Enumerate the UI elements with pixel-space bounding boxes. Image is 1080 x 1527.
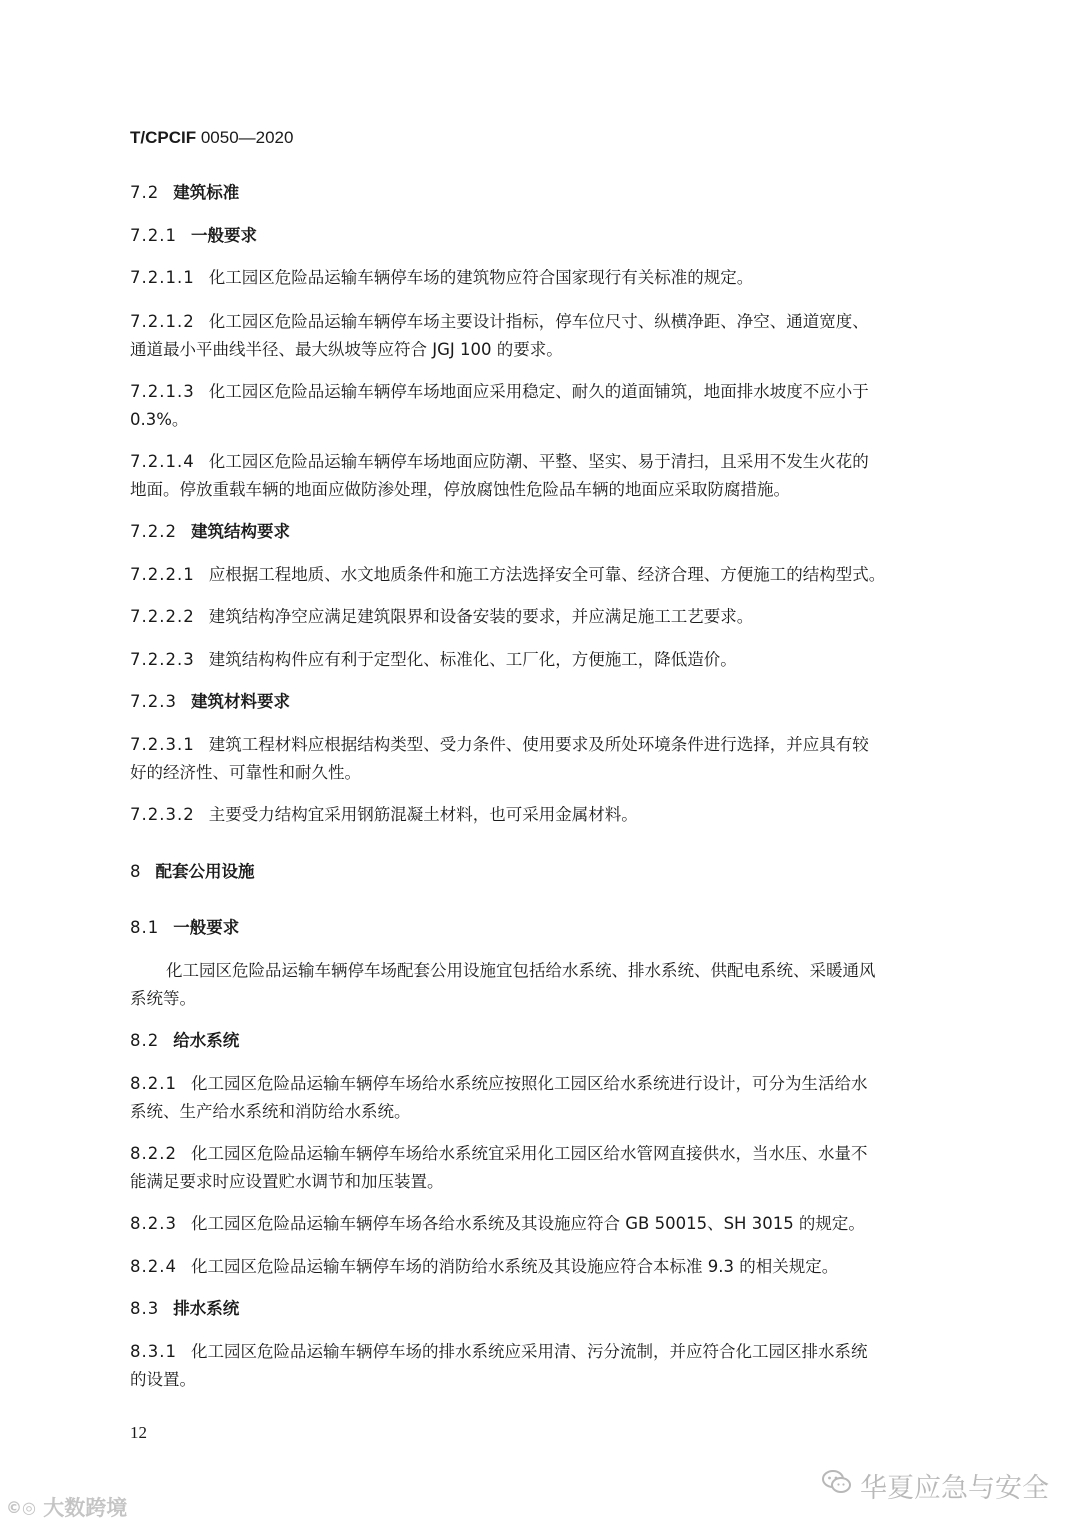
- subsection-heading: 7.2.1 一般要求: [130, 226, 257, 245]
- clause: 7.2.3.1 建筑工程材料应根据结构类型、受力条件、使用要求及所处环境条件进行选择，并应具有较: [130, 735, 869, 754]
- section-heading: 8.2 给水系统: [130, 1031, 240, 1050]
- watermark-right: [822, 1466, 1049, 1505]
- clause-continuation: 通道最小平曲线半径、最大纵坡等应符合 JGJ 100 的要求。: [130, 340, 563, 359]
- clause-continuation: 系统、生产给水系统和消防给水系统。: [130, 1102, 411, 1121]
- page-number: 12: [130, 1423, 147, 1442]
- section-heading: 8.1 一般要求: [130, 918, 240, 937]
- clause: 8.2.1 化工园区危险品运输车辆停车场给水系统应按照化工园区给水系统进行设计，可分为生活给水: [130, 1074, 868, 1093]
- clause: 7.2.1.4 化工园区危险品运输车辆停车场地面应防潮、平整、坚实、易于清扫，且采用不发生火花的: [130, 452, 869, 471]
- chapter-heading: 8 配套公用设施: [130, 862, 255, 881]
- clause: 7.2.1.3 化工园区危险品运输车辆停车场地面应采用稳定、耐久的道面铺筑，地面排水坡度不应小于: [130, 382, 869, 401]
- clause-continuation: 地面。停放重载车辆的地面应做防渗处理，停放腐蚀性危险品车辆的地面应采取防腐措施。: [130, 480, 790, 499]
- standard-code: [130, 128, 293, 148]
- wechat-icon: [822, 1469, 852, 1502]
- clause: 7.2.1.1 化工园区危险品运输车辆停车场的建筑物应符合国家现行有关标准的规定。: [130, 268, 754, 287]
- clause-continuation: 能满足要求时应设置贮水调节和加压装置。: [130, 1172, 444, 1191]
- standard-code-prefix: T/CPCIF: [130, 128, 197, 147]
- standard-code-number: 0050—2020: [196, 128, 294, 147]
- section-heading: 8.3 排水系统: [130, 1299, 240, 1318]
- paragraph: 化工园区危险品运输车辆停车场配套公用设施宜包括给水系统、排水系统、供配电系统、采暖通风: [166, 961, 876, 980]
- paragraph-continuation: 系统等。: [130, 989, 196, 1008]
- watermark-right-text: 华夏应急与安全: [860, 1473, 1049, 1504]
- subsection-heading: 7.2.2 建筑结构要求: [130, 522, 290, 541]
- clause: 7.2.2.3 建筑结构构件应有利于定型化、标准化、工厂化，方便施工，降低造价。: [130, 650, 737, 669]
- subsection-heading: 7.2.3 建筑材料要求: [130, 692, 290, 711]
- clause: 7.2.2.1 应根据工程地质、水文地质条件和施工方法选择安全可靠、经济合理、方便施工的结构型式。: [130, 565, 886, 584]
- clause: 8.2.3 化工园区危险品运输车辆停车场各给水系统及其设施应符合 GB 50015、SH 3015 的规定。: [130, 1214, 865, 1233]
- clause: 7.2.1.2 化工园区危险品运输车辆停车场主要设计指标，停车位尺寸、纵横净距、净空、通道宽度、: [130, 312, 869, 331]
- clause-continuation: 好的经济性、可靠性和耐久性。: [130, 763, 361, 782]
- clause-continuation: 0.3%。: [130, 410, 189, 429]
- clause: 8.2.2 化工园区危险品运输车辆停车场给水系统宜采用化工园区给水管网直接供水，当水压、水量不: [130, 1144, 868, 1163]
- clause: 7.2.2.2 建筑结构净空应满足建筑限界和设备安装的要求，并应满足施工工艺要求。: [130, 607, 754, 626]
- section-heading: 7.2 建筑标准: [130, 183, 240, 202]
- watermark-left-text: 大数跨境: [43, 1496, 128, 1520]
- watermark-logo-icon: ©◎: [6, 1498, 36, 1517]
- clause: 8.3.1 化工园区危险品运输车辆停车场的排水系统应采用清、污分流制，并应符合化工园区排水系统: [130, 1342, 868, 1361]
- watermark-left: [6, 1492, 127, 1522]
- clause: 7.2.3.2 主要受力结构宜采用钢筋混凝土材料，也可采用金属材料。: [130, 805, 638, 824]
- clause-continuation: 的设置。: [130, 1370, 196, 1389]
- clause: 8.2.4 化工园区危险品运输车辆停车场的消防给水系统及其设施应符合本标准 9.3 的相关规定。: [130, 1257, 839, 1276]
